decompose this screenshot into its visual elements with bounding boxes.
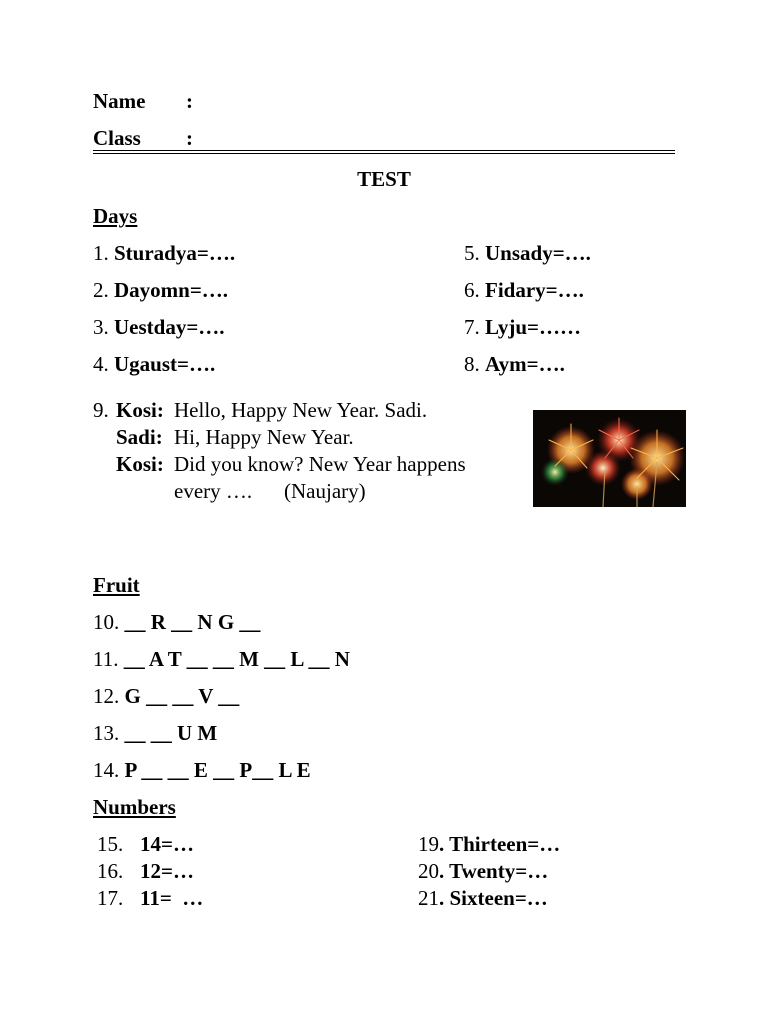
- day-item-6: [464, 280, 584, 301]
- scrambled-word: Aym=….: [485, 352, 565, 376]
- dialogue-hint: (Naujary): [284, 479, 366, 503]
- number-item-20: [418, 861, 548, 882]
- fruit-item-12: [93, 686, 239, 707]
- dialogue-speaker: Kosi:: [116, 398, 164, 422]
- double-rule-bottom: [93, 153, 675, 154]
- fruit-item-14: [93, 760, 311, 781]
- class-colon: :: [186, 126, 193, 150]
- dialogue-blank: every ….: [174, 479, 253, 503]
- day-item-7: [464, 317, 581, 338]
- dialogue-speaker: Sadi:: [116, 425, 163, 449]
- item-number: 19: [418, 832, 439, 856]
- number-item-16-text: 12=…: [140, 859, 194, 883]
- fireworks-icon: [533, 410, 686, 507]
- item-number: 1.: [93, 241, 109, 265]
- name-colon: :: [186, 89, 193, 113]
- scrambled-word: Fidary=….: [485, 278, 584, 302]
- number-word: . Twenty=…: [439, 859, 549, 883]
- item-number: 7.: [464, 315, 480, 339]
- double-rule-top: [93, 150, 675, 151]
- fruit-item-13: [93, 723, 217, 744]
- number-item-19: [418, 834, 560, 855]
- letter-pattern: __ R __ N G __: [124, 610, 261, 634]
- scrambled-word: Lyju=……: [485, 315, 581, 339]
- item-number: 8.: [464, 352, 480, 376]
- number-item-16-num: 16.: [97, 859, 124, 883]
- item-number: 20: [418, 859, 439, 883]
- scrambled-word: Dayomn=….: [114, 278, 229, 302]
- number-item-15-num: 15.: [97, 832, 124, 856]
- item-number: 14.: [93, 758, 120, 782]
- number-item-15-text: 14=…: [140, 832, 194, 856]
- item-number: 21: [418, 886, 439, 910]
- day-item-1: [93, 243, 235, 264]
- day-item-4: [93, 354, 215, 375]
- letter-pattern: __ A T __ __ M __ L __ N: [123, 647, 350, 671]
- dialogue-number: 9.: [93, 398, 109, 422]
- dialogue-line: Hi, Happy New Year.: [174, 425, 354, 449]
- class-label: Class: [93, 126, 141, 150]
- page-title: TEST: [357, 167, 411, 191]
- letter-pattern: G __ __ V __: [124, 684, 240, 708]
- number-item-21: [418, 888, 548, 909]
- scrambled-word: Sturadya=….: [114, 241, 236, 265]
- day-item-8: [464, 354, 565, 375]
- scrambled-word: Uestday=….: [114, 315, 225, 339]
- day-item-3: [93, 317, 225, 338]
- days-heading: Days: [93, 204, 138, 228]
- item-number: 5.: [464, 241, 480, 265]
- fruit-heading: Fruit: [93, 573, 140, 597]
- fruit-item-11: [93, 649, 350, 670]
- day-item-5: [464, 243, 591, 264]
- number-word: . Thirteen=…: [439, 832, 561, 856]
- fruit-item-10: [93, 612, 260, 633]
- item-number: 3.: [93, 315, 109, 339]
- item-number: 10.: [93, 610, 120, 634]
- name-label: Name: [93, 89, 146, 113]
- fireworks-photo: [533, 410, 686, 507]
- day-item-2: [93, 280, 228, 301]
- dialogue-line: Did you know? New Year happens: [174, 452, 466, 476]
- scrambled-word: Unsady=….: [485, 241, 591, 265]
- item-number: 4.: [93, 352, 109, 376]
- numbers-heading: Numbers: [93, 795, 176, 819]
- number-word: . Sixteen=…: [439, 886, 548, 910]
- letter-pattern: __ __ U M: [124, 721, 218, 745]
- letter-pattern: P __ __ E __ P__ L E: [124, 758, 311, 782]
- item-number: 2.: [93, 278, 109, 302]
- number-item-17-text: 11= …: [140, 886, 204, 910]
- item-number: 6.: [464, 278, 480, 302]
- number-item-17-num: 17.: [97, 886, 124, 910]
- item-number: 12.: [93, 684, 120, 708]
- scrambled-word: Ugaust=….: [114, 352, 216, 376]
- item-number: 13.: [93, 721, 120, 745]
- dialogue-line: Hello, Happy New Year. Sadi.: [174, 398, 428, 422]
- item-number: 11.: [93, 647, 119, 671]
- dialogue-speaker: Kosi:: [116, 452, 164, 476]
